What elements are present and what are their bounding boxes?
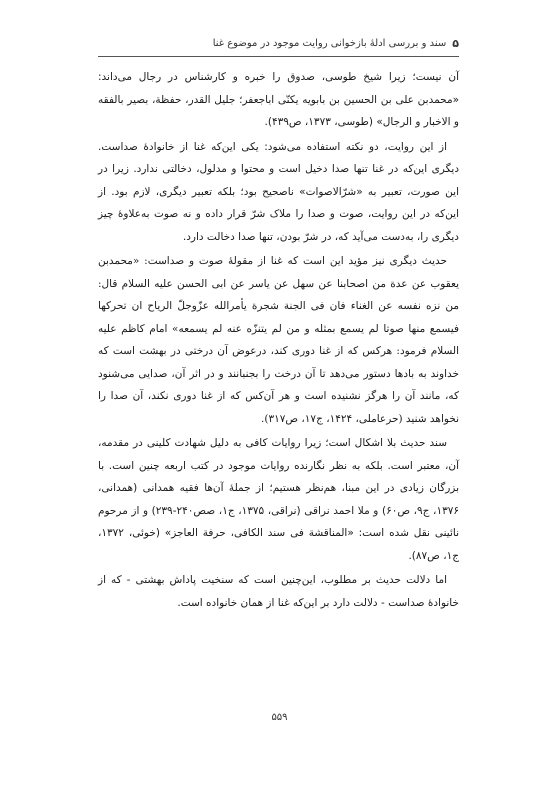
footer-page-number: ۵۵۹	[271, 712, 288, 723]
paragraph: حدیث دیگری نیز مؤید این است که غنا از مقولهٔ صوت و صداست: «محمدبن یعقوب عن عدة من اصحابنا عن سهل عن یاسر عن ابی الحسن علیه السلام قال: من نزه نفسه عن الغناء فان فی الجنة شجرة یأمرالله عزّوجلّ الریاح ان تحرکها فیسمع منها صوتا لم یسمع بمثله و من لم یتنزّه عنه لم یسمعه» امام کاظم علیه السلام فرمود: هرکس که از غنا دوری کند، درعوض آن درختی در بهشت است که خداوند به بادها دستور می‌دهد تا آن درخت را بجنبانند و در اثر آن، صدایی می‌شنود که، مانند آن را هرگز نشنیده است و هر آن‌کس که از غنا دوری نکند، آن صدا را نخواهد شنید (حرعاملی، ۱۴۲۴، ج۱۷، ص۳۱۷).	[98, 255, 459, 425]
body-text	[98, 66, 459, 686]
running-header	[108, 34, 459, 52]
paragraph: اما دلالت حدیث بر مطلوب، این‌چنین است که سنخیت پاداش بهشتی - که از خانوادهٔ صداست - دلالت دارد بر این‌که غنا از همان خانواده است.	[98, 574, 459, 609]
header-running-title: سند و بررسی ادلهٔ بازخوانی روایت موجود در موضوع غنا	[212, 37, 447, 49]
paragraph: سند حدیث بلا اشکال است؛ زیرا روایات کافی به دلیل شهادت کلینی در مقدمه، آن، معتبر است. بلکه به نظر نگارنده روایات موجود در کتب اربعه چنین است. با بزرگان زیادی در این مبنا، هم‌نظر هستیم؛ از جملهٔ آن‌ها فقیه همدانی (همدانی، ۱۳۷۶، ج۹، ص۶۰) و ملا احمد نراقی (نراقی، ۱۳۷۵، ج۱، صص۲۴۰-۲۳۹) و از مرحوم نائینی نقل شده است: «المناقشة فی سند الکافی، حرفة العاجز» (خوئی، ۱۳۷۲، ج۱، ص۸۷).	[98, 437, 459, 562]
paragraph: آن نیست؛ زیرا شیخ طوسی، صدوق را خبره و کارشناس در رجال می‌داند: «محمدبن علی بن الحسین بن بابویه یکنّی اباجعفر؛ جلیل القدر، حفظة، بصیر بالفقه و الاخبار و الرجال» (طوسی، ۱۳۷۳، ص۴۳۹).	[98, 71, 459, 128]
header-rule	[98, 56, 459, 57]
header-page-number: ۵	[452, 36, 459, 50]
paragraph: از این روایت، دو نکته استفاده می‌شود: یکی این‌که غنا از خانوادهٔ صداست. دیگری این‌که در غنا تنها صدا دخیل است و محتوا و مدلول، دخالتی ندارد. زیرا در این صورت، تعبیر به «شرّالاصوات» ناصحیح بود؛ بلکه تعبیر دیگری، لازم بود. از این‌که در این روایت، صوت و صدا را ملاک شرّ قرار داده و نه صوت به‌علاوهٔ چیز دیگری را، به‌دست می‌آید که، در شرّ بودن، تنها صدا دخالت دارد.	[98, 140, 459, 243]
